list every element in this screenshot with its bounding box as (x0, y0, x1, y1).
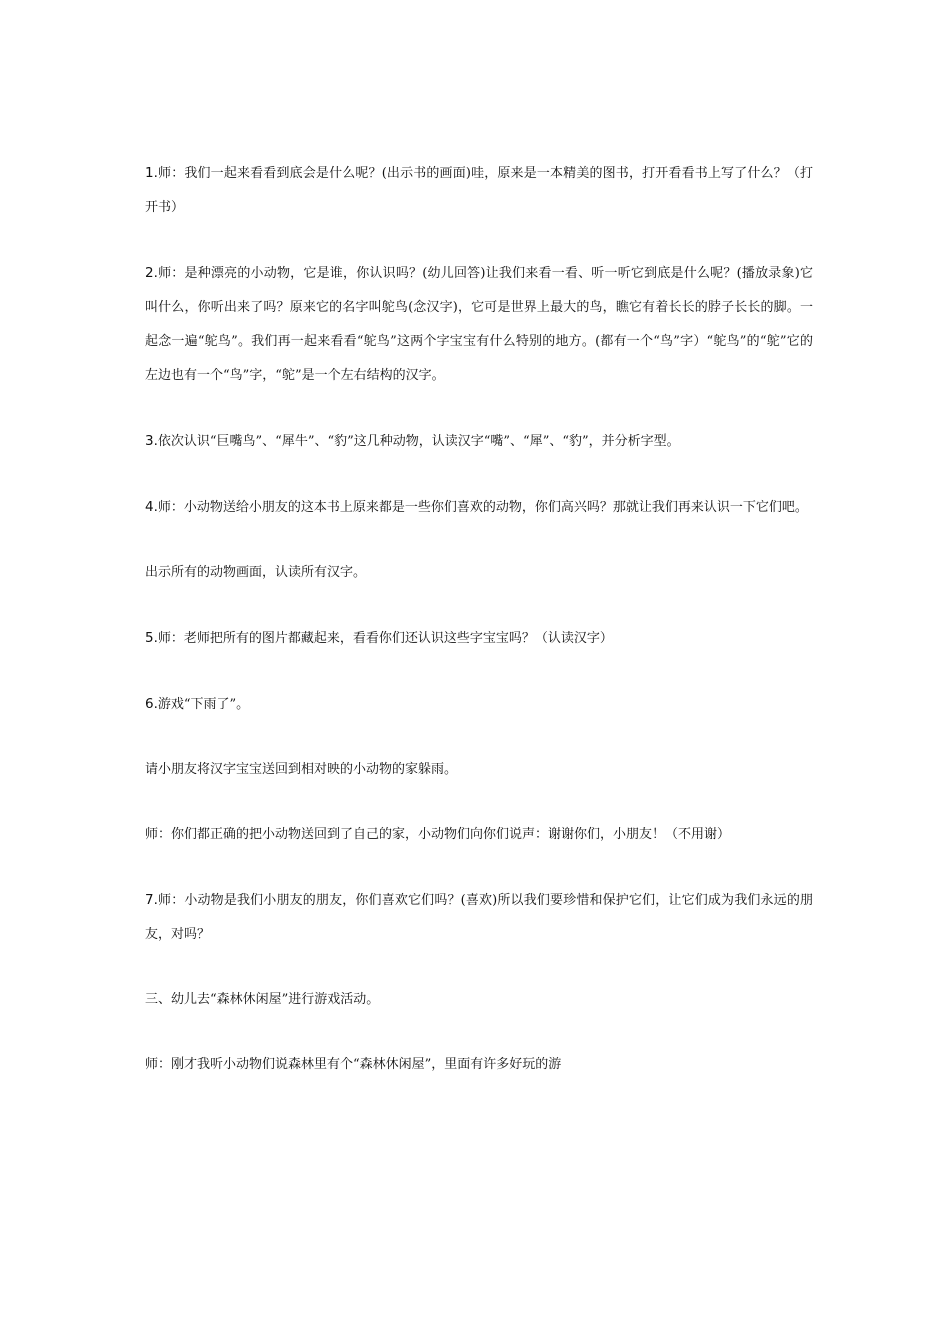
paragraph-text: 三、幼儿去“森林休闲屋”进行游戏活动。 (145, 992, 380, 1007)
paragraph-4 (145, 490, 813, 525)
paragraph-number: 3. (145, 433, 158, 449)
paragraph-number: 5. (145, 630, 158, 646)
paragraph-7 (145, 883, 813, 952)
paragraph-text: 师：你们都正确的把小动物送回到了自己的家，小动物们向你们说声：谢谢你们，小朋友！（不用谢） (145, 827, 731, 842)
paragraph-text: 师：刚才我听小动物们说森林里有个“森林休闲屋”，里面有许多好玩的游 (145, 1057, 562, 1072)
paragraph-number: 1. (145, 165, 158, 181)
paragraph-6 (145, 687, 813, 722)
paragraph-1 (145, 156, 813, 225)
paragraph-text: 师：是种漂亮的小动物，它是谁，你认识吗？(幼儿回答)让我们来看一看、听一听它到底是什么呢？(播放录象)它叫什么，你听出来了吗？原来它的名字叫鸵鸟(念汉字)，它可是世界上最大的鸟，瞧它有着长长的脖子长长的脚。一起念一遍“鸵鸟”。我们再一起来看看“鸵鸟”这两个字宝宝有什么特别的地方。(都有一个“鸟”字）“鸵鸟”的“鸵”它的左边也有一个“鸟”字，“鸵”是一个左右结构的汉字。 (145, 266, 813, 383)
paragraph-show-pictures (145, 556, 813, 590)
paragraph-5 (145, 621, 813, 656)
paragraph-2 (145, 256, 813, 393)
paragraph-forest-lounge (145, 1048, 813, 1082)
paragraph-text: 依次认识“巨嘴鸟”、“犀牛”、“豹”这几种动物，认读汉字“嘴”、“犀”、“豹”，并分析字型。 (157, 434, 680, 449)
paragraph-text: 师：小动物送给小朋友的这本书上原来都是一些你们喜欢的动物，你们高兴吗？那就让我们再来认识一下它们吧。 (157, 500, 808, 515)
paragraph-number: 2. (145, 265, 158, 281)
section-heading-three (145, 983, 813, 1017)
paragraph-number: 7. (145, 892, 158, 908)
document-body (145, 156, 813, 1113)
paragraph-text: 师：小动物是我们小朋友的朋友，你们喜欢它们吗？(喜欢)所以我们要珍惜和保护它们，让它们成为我们永远的朋友，对吗？ (145, 893, 813, 942)
paragraph-text: 师：老师把所有的图片都藏起来，看看你们还认识这些字宝宝吗？（认读汉字） (157, 631, 613, 646)
paragraph-teacher-thanks (145, 818, 813, 852)
paragraph-text: 出示所有的动物画面，认读所有汉字。 (145, 565, 367, 580)
paragraph-text: 请小朋友将汉字宝宝送回到相对映的小动物的家躲雨。 (145, 762, 458, 777)
paragraph-number: 6. (145, 696, 158, 712)
paragraph-3 (145, 424, 813, 459)
paragraph-game-instruction (145, 753, 813, 787)
paragraph-text: 师：我们一起来看看到底会是什么呢？(出示书的画面)哇，原来是一本精美的图书，打开看看书上写了什么？（打开书） (145, 166, 813, 215)
paragraph-text: 游戏“下雨了”。 (157, 697, 250, 712)
paragraph-number: 4. (145, 499, 158, 515)
